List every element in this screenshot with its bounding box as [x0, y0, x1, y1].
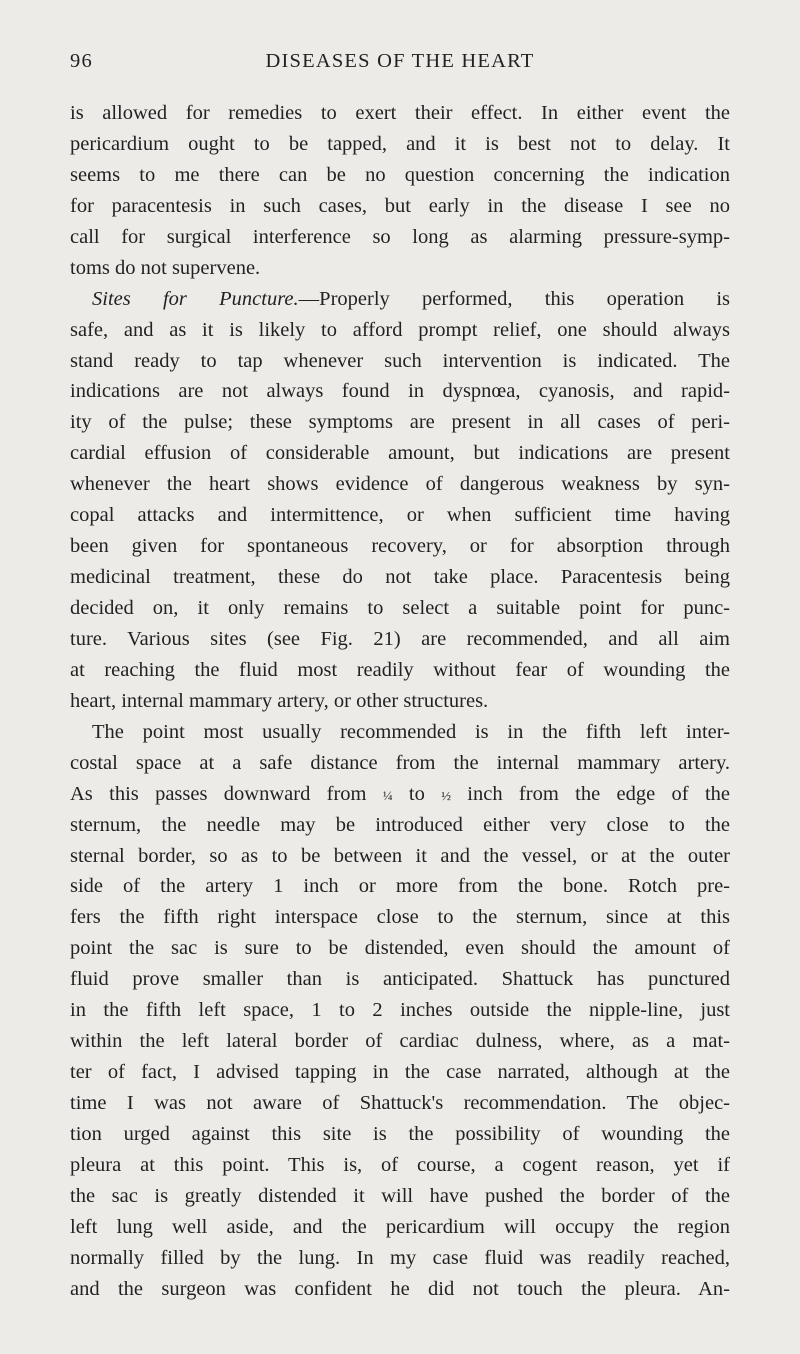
text-line: tion urged against this site is the possibility of wounding the: [70, 1122, 730, 1145]
text-line: whenever the heart shows evidence of dangerous weakness by syn-: [70, 473, 730, 496]
text-line: ter of fact, I advised tapping in the case narrated, although at the: [70, 1061, 730, 1084]
text-line: is allowed for remedies to exert their effect. In either event the: [70, 102, 730, 124]
text-line: The point most usually recommended is in the fifth left inter-: [92, 720, 730, 743]
text-span: to: [392, 782, 442, 805]
text-line: and the surgeon was confident he did not touch the pleura. An-: [70, 1277, 730, 1300]
text-line: within the left lateral border of cardiac dulness, where, as a mat-: [70, 1030, 730, 1053]
text-line: fluid prove smaller than is anticipated. Shattuck has punctured: [70, 968, 730, 991]
text-line: point the sac is sure to be distended, even should the amount of: [70, 937, 730, 960]
text-line: fers the fifth right interspace close to the sternum, since at this: [70, 906, 730, 929]
text-line: normally filled by the lung. In my case fluid was readily reached,: [70, 1246, 730, 1269]
text-line: side of the artery 1 inch or more from the bone. Rotch pre-: [70, 875, 730, 898]
text-line: left lung well aside, and the pericardium will occupy the region: [70, 1215, 730, 1238]
text-line: for paracentesis in such cases, but early in the disease I see no: [70, 194, 730, 217]
text-line: [70, 779, 730, 810]
text-line: at reaching the fluid most readily without fear of wounding the: [70, 658, 730, 681]
text-line: [70, 284, 730, 315]
text-line: toms do not supervene.: [70, 256, 261, 279]
text-line: sternum, the needle may be introduced either very close to the: [70, 813, 730, 836]
page-header: [70, 50, 730, 84]
text-line: heart, internal mammary artery, or other structures.: [70, 689, 489, 712]
text-line: ity of the pulse; these symptoms are present in all cases of peri-: [70, 411, 730, 434]
text-line: indications are not always found in dyspnœa, cyanosis, and rapid-: [70, 380, 730, 403]
text-line: pleura at this point. This is, of course, a cogent reason, yet if: [70, 1153, 730, 1176]
text-line: costal space at a safe distance from the internal mammary artery.: [70, 751, 730, 774]
text-line: sternal border, so as to be between it and the vessel, or at the outer: [70, 844, 730, 867]
text-line: ture. Various sites (see Fig. 21) are recommended, and all aim: [70, 627, 730, 650]
text-line: the sac is greatly distended it will have pushed the border of the: [70, 1184, 730, 1207]
text-span: —Properly performed, this operation is: [298, 287, 730, 310]
text-line: stand ready to tap whenever such intervention is indicated. The: [70, 349, 730, 372]
section-heading: Sites for Puncture.: [92, 287, 299, 310]
text-line: cardial effusion of considerable amount, but indications are present: [70, 442, 730, 465]
text-line: been given for spontaneous recovery, or for absorption through: [70, 535, 730, 558]
text-line: time I was not aware of Shattuck's recommendation. The objec-: [70, 1092, 730, 1114]
fraction: ½: [441, 787, 451, 803]
text-span: inch from the edge of the: [450, 782, 730, 805]
fraction: ¼: [382, 787, 393, 803]
text-line: copal attacks and intermittence, or when sufficient time having: [70, 504, 730, 527]
page-number: 96: [70, 50, 93, 72]
text-line: call for surgical interference so long as alarming pressure-symp-: [70, 225, 730, 248]
text-line: in the fifth left space, 1 to 2 inches outside the nipple-line, just: [70, 999, 730, 1022]
running-title: DISEASES OF THE HEART: [265, 50, 535, 72]
text-span: As this passes downward from: [70, 782, 383, 805]
text-line: medicinal treatment, these do not take place. Paracentesis being: [70, 566, 730, 589]
text-line: seems to me there can be no question concerning the indication: [70, 163, 730, 186]
text-line: pericardium ought to be tapped, and it is best not to delay. It: [70, 132, 730, 155]
body-text: [70, 98, 730, 1305]
text-line: safe, and as it is likely to afford prompt relief, one should always: [70, 318, 730, 341]
text-line: decided on, it only remains to select a suitable point for punc-: [70, 597, 730, 619]
